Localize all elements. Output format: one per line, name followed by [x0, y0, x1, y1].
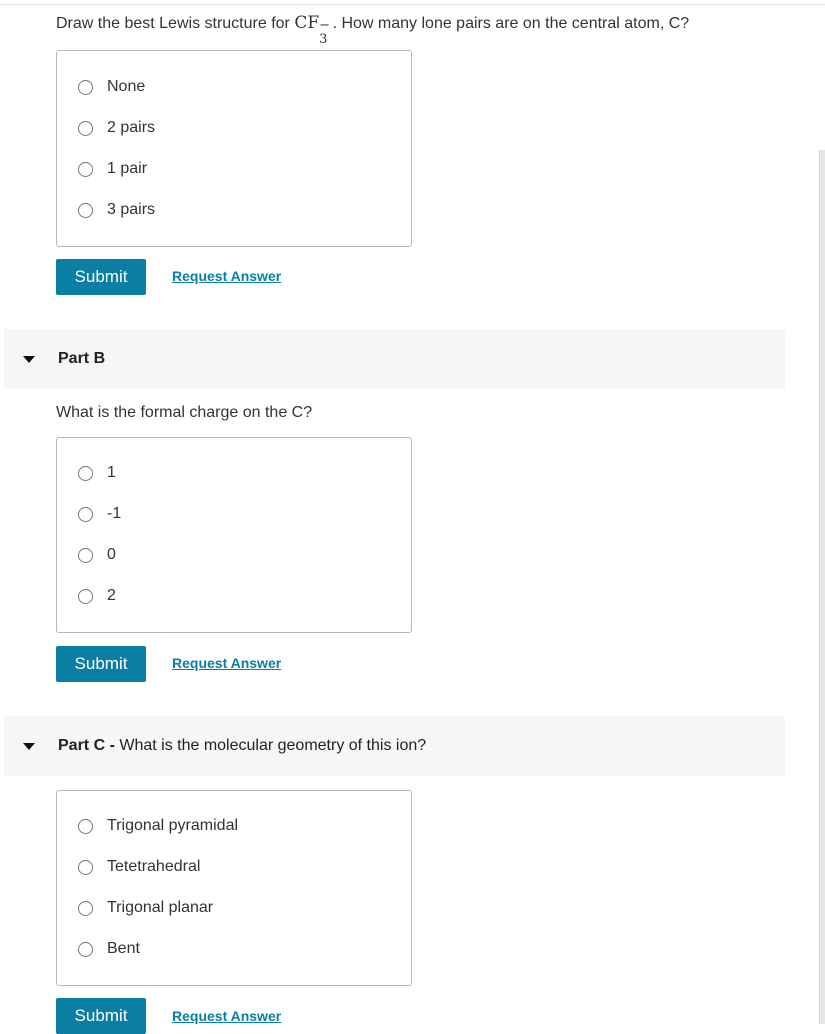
- radio-unchecked-icon[interactable]: [78, 507, 93, 522]
- choice-label: 2 pairs: [107, 119, 156, 136]
- choice-trigonal-planar[interactable]: [78, 898, 213, 918]
- choice-0[interactable]: [78, 545, 116, 565]
- part-c-request-answer-link[interactable]: Request Answer: [172, 1008, 282, 1024]
- choice-2-pairs[interactable]: [78, 118, 155, 138]
- choice-1-pair[interactable]: [78, 159, 147, 179]
- part-b-choices: [56, 437, 412, 633]
- choice-3-pairs[interactable]: [78, 200, 155, 220]
- choice-label: Tetetrahedral: [107, 858, 201, 875]
- choice-none[interactable]: [78, 77, 145, 97]
- part-c-choices: [56, 790, 412, 986]
- choice-label: None: [107, 78, 146, 95]
- formula-cf3-minus: [294, 13, 331, 47]
- formula-base: CF: [294, 13, 320, 33]
- choice-label: 1 pair: [107, 160, 148, 177]
- part-c-separator: -: [105, 737, 120, 754]
- part-b-header[interactable]: [4, 329, 785, 389]
- part-b-question: What is the formal charge on the C?: [56, 404, 313, 421]
- radio-unchecked-icon[interactable]: [78, 162, 93, 177]
- part-c-title: [58, 737, 426, 755]
- part-c-header[interactable]: [4, 716, 785, 776]
- radio-unchecked-icon[interactable]: [78, 819, 93, 834]
- part-b-label: Part B: [58, 350, 106, 367]
- choice-label: Trigonal pyramidal: [107, 817, 239, 834]
- part-b-title: [58, 350, 105, 368]
- part-b-request-answer-link[interactable]: Request Answer: [172, 655, 282, 671]
- radio-unchecked-icon[interactable]: [78, 80, 93, 95]
- choice-label: 2: [107, 587, 116, 604]
- page-scrollbar[interactable]: [819, 150, 825, 1024]
- radio-unchecked-icon[interactable]: [78, 466, 93, 481]
- choice-label: 0: [107, 546, 116, 563]
- part-a-request-answer-link[interactable]: Request Answer: [172, 268, 282, 284]
- radio-unchecked-icon[interactable]: [78, 901, 93, 916]
- radio-unchecked-icon[interactable]: [78, 942, 93, 957]
- caret-down-icon[interactable]: [23, 743, 35, 750]
- choice-2[interactable]: [78, 586, 116, 606]
- choice-label: Bent: [107, 940, 140, 957]
- part-b-submit-button[interactable]: Submit: [56, 646, 146, 682]
- top-divider: [0, 4, 825, 5]
- part-c-question: What is the molecular geometry of this ion?: [119, 737, 427, 754]
- question-text-end: . How many lone pairs are on the central atom, C?: [328, 15, 690, 32]
- choice-trigonal-pyramidal[interactable]: [78, 816, 238, 836]
- choice-bent[interactable]: [78, 939, 140, 959]
- choice-minus-1[interactable]: [78, 504, 121, 524]
- part-a-question: [56, 13, 690, 47]
- choice-label: -1: [107, 505, 122, 522]
- question-text: Draw the best Lewis structure for: [56, 15, 295, 32]
- radio-unchecked-icon[interactable]: [78, 548, 93, 563]
- formula-subscript: 3: [319, 32, 328, 47]
- choice-tetetrahedral[interactable]: [78, 857, 200, 877]
- radio-unchecked-icon[interactable]: [78, 860, 93, 875]
- radio-unchecked-icon[interactable]: [78, 589, 93, 604]
- choice-label: 3 pairs: [107, 201, 156, 218]
- part-a-submit-button[interactable]: Submit: [56, 259, 146, 295]
- part-c-submit-button[interactable]: Submit: [56, 998, 146, 1034]
- choice-label: Trigonal planar: [107, 899, 214, 916]
- formula-charge: −: [319, 18, 331, 33]
- part-a-choices: [56, 50, 412, 247]
- choice-1[interactable]: [78, 463, 116, 483]
- caret-down-icon[interactable]: [23, 356, 35, 363]
- part-c-label: Part C: [58, 737, 106, 754]
- radio-unchecked-icon[interactable]: [78, 203, 93, 218]
- radio-unchecked-icon[interactable]: [78, 121, 93, 136]
- choice-label: 1: [107, 464, 116, 481]
